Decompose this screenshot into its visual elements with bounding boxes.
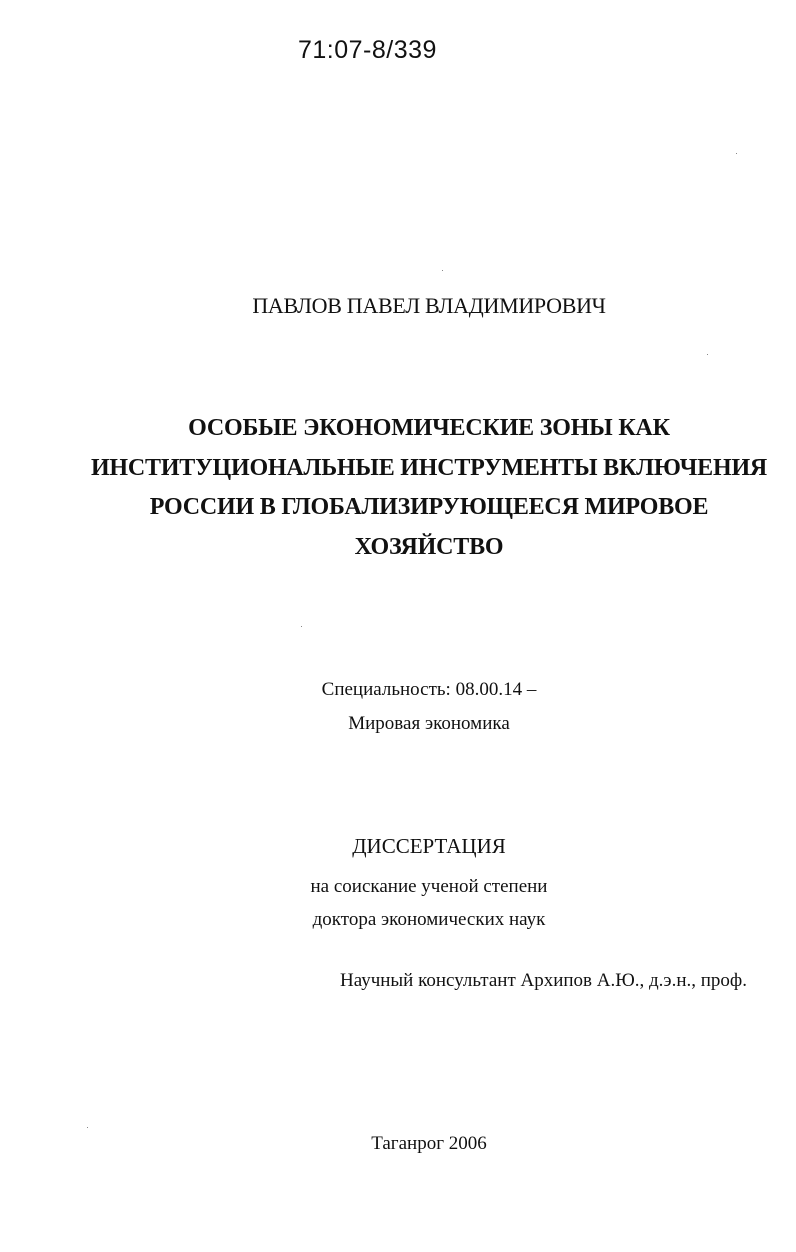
- scan-speck: [442, 270, 443, 271]
- dissertation-heading: ДИССЕРТАЦИЯ: [352, 834, 506, 858]
- dissertation-block: [0, 832, 796, 936]
- scientific-advisor: Научный консультант Архипов А.Ю., д.э.н., проф.: [340, 970, 747, 991]
- catalog-number: 71:07-8/339: [298, 36, 437, 64]
- dissertation-title: [0, 409, 796, 567]
- specialty-name: Мировая экономика: [348, 713, 510, 734]
- scan-speck: [301, 626, 302, 627]
- specialty-code: Специальность: 08.00.14 –: [321, 679, 537, 700]
- scan-speck: [707, 354, 708, 355]
- degree-line: доктора экономических наук: [312, 909, 546, 930]
- specialty: [0, 673, 796, 741]
- place-year: Таганрог 2006: [371, 1133, 487, 1154]
- title-line: ХОЗЯЙСТВО: [354, 533, 504, 560]
- title-line: РОССИИ В ГЛОБАЛИЗИРУЮЩЕЕСЯ МИРОВОЕ: [149, 494, 709, 520]
- scan-speck: [736, 153, 737, 154]
- author-name: ПАВЛОВ ПАВЕЛ ВЛАДИМИРОВИЧ: [252, 293, 606, 318]
- scan-speck: [87, 1127, 88, 1128]
- title-line: ИНСТИТУЦИОНАЛЬНЫЕ ИНСТРУМЕНТЫ ВКЛЮЧЕНИЯ: [90, 454, 768, 481]
- degree-line: на соискание ученой степени: [310, 876, 548, 897]
- title-line: ОСОБЫЕ ЭКОНОМИЧЕСКИЕ ЗОНЫ КАК: [188, 415, 670, 441]
